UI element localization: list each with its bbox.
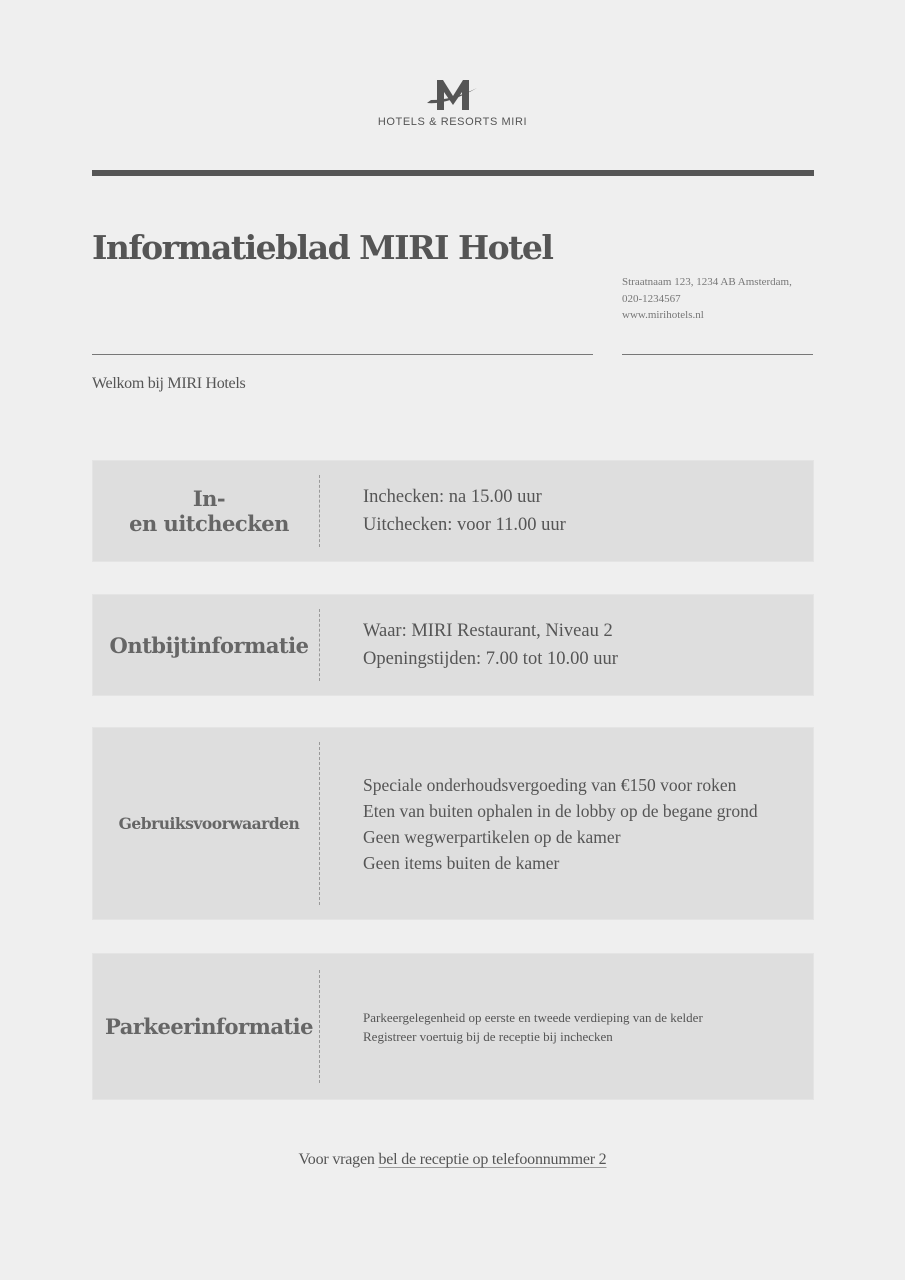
top-bar [92, 170, 814, 176]
section-heading: Ontbijtinformatie [109, 632, 309, 658]
section-line: Parkeergelegenheid op eerste en tweede verdieping van de kelder [363, 1009, 703, 1025]
section-line: Inchecken: na 15.00 uur [363, 487, 542, 507]
page-title: Informatieblad MIRI Hotel [92, 228, 553, 267]
call-reception-link[interactable]: bel de receptie op telefoonnummer 2 [378, 1151, 607, 1168]
section-line: Geen items buiten de kamer [363, 852, 560, 873]
miri-m-logo-icon [423, 76, 483, 114]
address-website[interactable]: www.mirihotels.nl [622, 309, 704, 321]
divider-right [622, 354, 813, 355]
section-heading-line2: en uitchecken [129, 511, 289, 536]
footer [0, 1151, 905, 1169]
section-heading: Parkeerinformatie [105, 1014, 313, 1039]
section-divider [319, 970, 320, 1083]
divider-left [92, 354, 593, 355]
section-parking [92, 953, 814, 1100]
section-heading: Gebruiksvoorwaarden [118, 814, 300, 833]
section-line: Eten van buiten ophalen in de lobby op de begane grond [363, 800, 758, 821]
section-line: Uitchecken: voor 11.00 uur [363, 515, 566, 535]
section-divider [319, 742, 320, 905]
section-heading-line1: In- [192, 486, 226, 511]
address-phone: 020-1234567 [622, 292, 681, 305]
section-line: Geen wegwerpartikelen op de kamer [363, 826, 621, 847]
section-heading [93, 461, 325, 561]
address-street: Straatnaam 123, 1234 AB Amsterdam, [622, 276, 792, 288]
section-line: Waar: MIRI Restaurant, Niveau 2 [363, 621, 613, 641]
section-body [363, 954, 793, 1099]
section-line: Speciale onderhoudsvergoeding van €150 voor roken [363, 774, 737, 795]
section-line: Openingstijden: 7.00 tot 10.00 uur [363, 649, 618, 669]
section-checkin [92, 460, 814, 562]
welcome-text: Welkom bij MIRI Hotels [92, 375, 246, 392]
address-block [622, 274, 792, 324]
section-body [363, 728, 793, 919]
section-terms [92, 727, 814, 920]
section-divider [319, 475, 320, 547]
section-body [363, 461, 793, 561]
section-divider [319, 609, 320, 681]
section-line: Registreer voertuig bij de receptie bij inchecken [363, 1028, 613, 1044]
logo-text: HOTELS & RESORTS MIRI [377, 116, 528, 128]
section-breakfast [92, 594, 814, 696]
section-body [363, 595, 793, 695]
hotel-logo [0, 76, 905, 128]
footer-prefix: Voor vragen [298, 1151, 379, 1168]
